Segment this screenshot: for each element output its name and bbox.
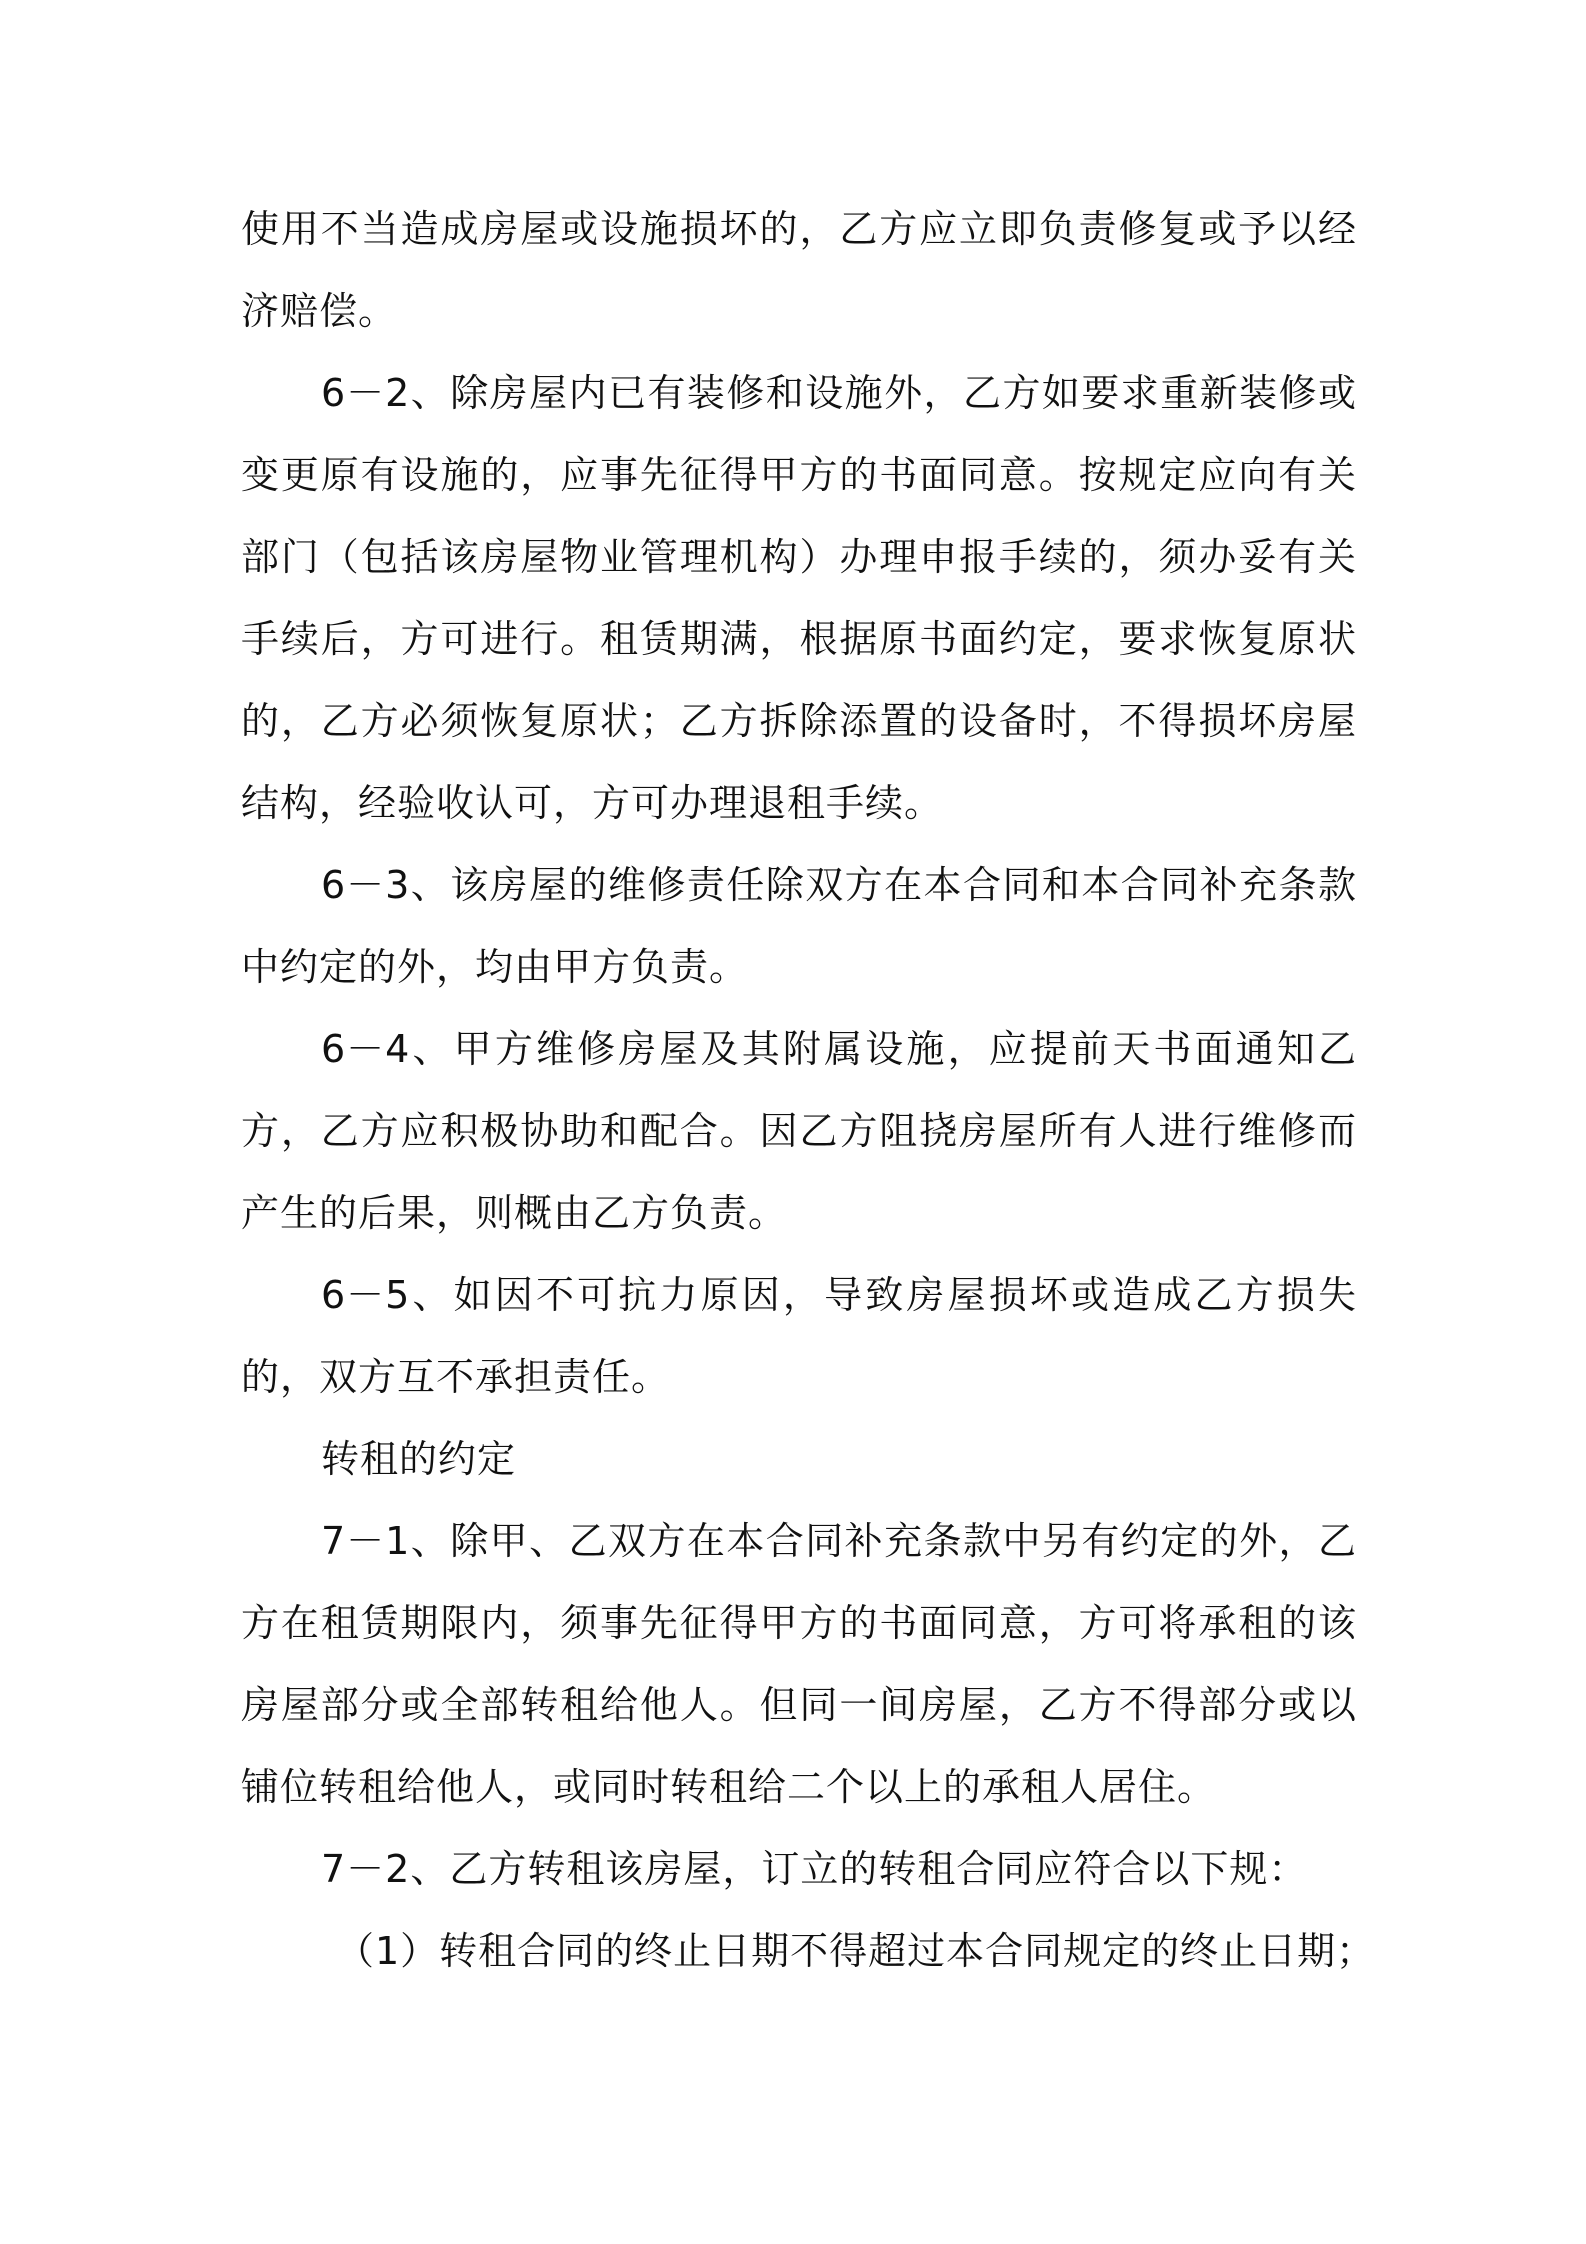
list-item-1: （1）转租合同的终止日期不得超过本合同规定的终止日期； xyxy=(336,1929,1376,1973)
paragraph-7-2: 7－2、乙方转租该房屋，订立的转租合同应符合以下规： xyxy=(321,1847,1308,1891)
paragraph-6-2: 6－2、除房屋内已有装修和设施外，乙方如要求重新装修或变更原有设施的，应事先征得甲方的书面同意。按规定应向有关部门（包括该房屋物业管理机构）办理申报手续的，须办妥有关手续后，方可进行。租赁期满，根据原书面约定，要求恢复原状的，乙方必须恢复原状；乙方拆除添置的设备时，不得损坏房屋结构，经验收认可，方可办理退租手续。 xyxy=(241,371,1357,825)
paragraph-6-3: 6－3、该房屋的维修责任除双方在本合同和本合同补充条款中约定的外，均由甲方负责。 xyxy=(241,863,1357,989)
paragraph-damage-compensation: 使用不当造成房屋或设施损坏的，乙方应立即负责修复或予以经济赔偿。 xyxy=(241,207,1357,333)
contract-body xyxy=(241,188,1376,1992)
paragraph-7-1: 7－1、除甲、乙双方在本合同补充条款中另有约定的外，乙方在租赁期限内，须事先征得甲方的书面同意，方可将承租的该房屋部分或全部转租给他人。但同一间房屋，乙方不得部分或以铺位转租给他人，或同时转租给二个以上的承租人居住。 xyxy=(241,1519,1357,1809)
section-heading-sublease: 转租的约定 xyxy=(321,1437,517,1481)
paragraph-6-4: 6－4、甲方维修房屋及其附属设施，应提前天书面通知乙方，乙方应积极协助和配合。因乙方阻挠房屋所有人进行维修而产生的后果，则概由乙方负责。 xyxy=(241,1027,1357,1235)
paragraph-6-5: 6－5、如因不可抗力原因，导致房屋损坏或造成乙方损失的，双方互不承担责任。 xyxy=(241,1273,1357,1399)
